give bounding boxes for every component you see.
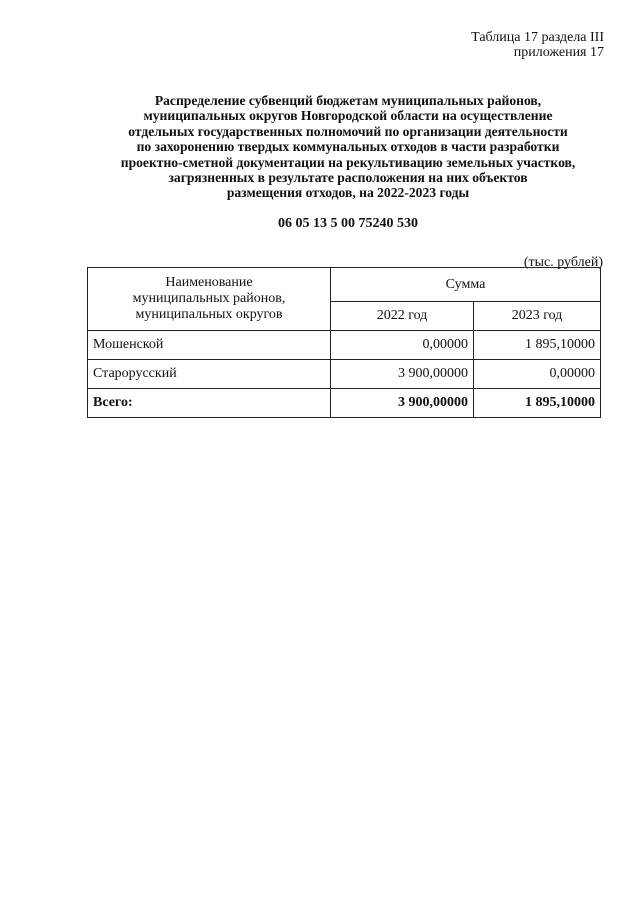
title-line: Распределение субвенций бюджетам муниципальных районов, [154,93,542,108]
name-header-line: муниципальных районов, [132,291,286,306]
column-header-2023: 2023 год [474,302,601,331]
column-header-name [88,268,331,331]
table-total-row [88,389,601,418]
table-header-row [88,268,601,302]
row-value-2022: 0,00000 [331,331,474,360]
total-value-2023: 1 895,10000 [474,389,601,418]
total-label: Всего: [88,389,331,418]
reference-appendix: приложения 17 [513,45,604,60]
table-row [88,360,601,389]
row-value-2023: 0,00000 [474,360,601,389]
reference-table-number: Таблица 17 раздела III [471,30,604,45]
title-line: загрязненных в результате расположения на них объектов [168,170,528,186]
title-line: по захоронению твердых коммунальных отходов в части разработки [136,139,560,155]
row-value-2023: 1 895,10000 [474,331,601,360]
title-line: отдельных государственных полномочий по организации деятельности [128,123,568,139]
subsidy-table [87,267,601,418]
title-line: муниципальных округов Новгородской области на осуществление [143,108,553,124]
column-header-sum: Сумма [331,268,601,302]
table-row [88,331,601,360]
document-title [88,93,608,201]
budget-classification-code: 06 05 13 5 00 75240 530 [278,216,418,231]
total-value-2022: 3 900,00000 [331,389,474,418]
row-name: Мошенской [88,331,331,360]
title-line: проектно-сметной документации на рекультивацию земельных участков, [120,154,576,170]
name-header-line: муниципальных округов [135,307,283,322]
column-header-2022: 2022 год [331,302,474,331]
name-header-line: Наименование [165,275,253,290]
row-value-2022: 3 900,00000 [331,360,474,389]
row-name: Старорусский [88,360,331,389]
units-label: (тыс. рублей) [523,255,603,270]
document-reference [471,30,604,60]
title-line: размещения отходов, на 2022-2023 годы [226,185,470,201]
